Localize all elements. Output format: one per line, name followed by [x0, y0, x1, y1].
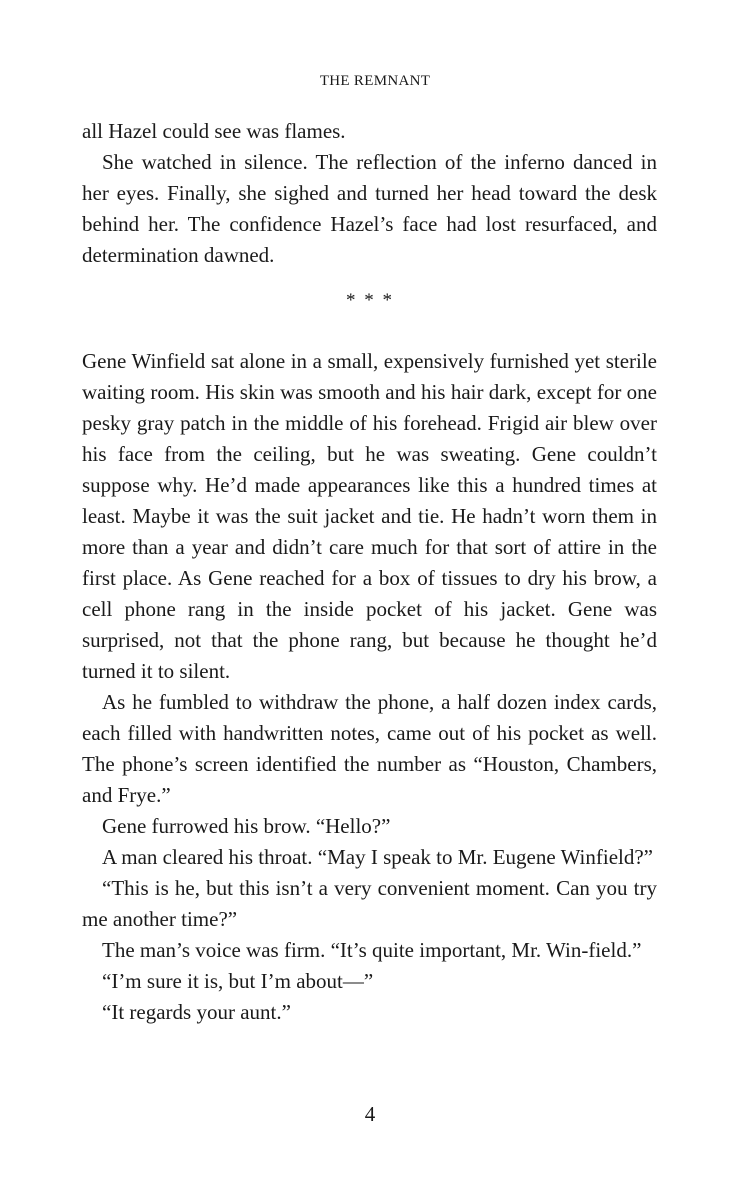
paragraph: Gene furrowed his brow. “Hello?”: [102, 814, 391, 838]
paragraph: She watched in silence. The reflection of the inferno danced in her eyes. Finally, she sighed and turned her head toward the desk behind her. The confidence Hazel’s face had lost resurfaced, and determination dawned.: [82, 150, 657, 267]
paragraph: As he fumbled to withdraw the phone, a half dozen index cards, each filled with handwritten notes, came out of his pocket as well. The phone’s screen identified the number as “Houston, Chambers, and Frye.”: [82, 690, 657, 807]
page-number: 4: [364, 1102, 376, 1126]
paragraph: all Hazel could see was flames.: [82, 119, 346, 143]
paragraph: Gene Winfield sat alone in a small, expensively furnished yet sterile waiting room. His skin was smooth and his hair dark, except for one pesky gray patch in the middle of his forehead. Frigid air blew over his face from the ceiling, but he was sweating. Gene couldn’t suppose why. He’d made appearances like this a hundred times at least. Maybe it was the suit jacket and tie. He hadn’t worn them in more than a year and didn’t care much for that sort of attire in the first place. As Gene reached for a box of tissues to dry his brow, a cell phone rang in the inside pocket of his jacket. Gene was surprised, not that the phone rang, but because he thought he’d turned it to silent.: [82, 349, 657, 683]
paragraph: “I’m sure it is, but I’m about—”: [102, 969, 374, 993]
paragraph: The man’s voice was firm. “It’s quite important, Mr. Win-field.”: [102, 938, 642, 962]
text-block-before-break: [82, 116, 657, 271]
paragraph: “This is he, but this isn’t a very convenient moment. Can you try me another time?”: [82, 876, 657, 931]
section-break: * * *: [346, 290, 394, 311]
paragraph: A man cleared his throat. “May I speak to Mr. Eugene Winfield?”: [102, 845, 654, 869]
paragraph: “It regards your aunt.”: [102, 1000, 291, 1024]
text-block-after-break: [82, 346, 657, 1028]
running-head: THE REMNANT: [319, 73, 431, 89]
